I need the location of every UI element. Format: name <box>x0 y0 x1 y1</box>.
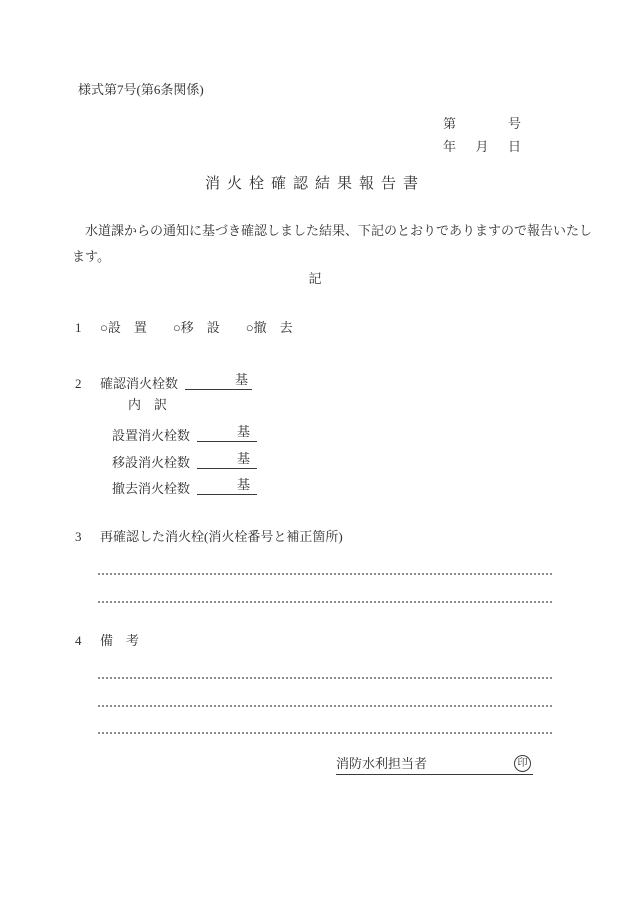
section-4-number: 4 <box>75 633 82 648</box>
remarks-write-line-1[interactable] <box>98 677 552 679</box>
form-code: 様式第7号(第6条関係) <box>78 82 204 97</box>
date-year-label: 年 <box>443 139 457 154</box>
date-month-label: 月 <box>475 139 489 154</box>
header-number-date <box>443 115 521 161</box>
installed-count-unit: 基 <box>237 424 251 439</box>
confirmed-count-field[interactable] <box>185 371 252 390</box>
option-installation[interactable]: ○設 置 <box>100 320 147 335</box>
date-line <box>443 138 521 161</box>
body-paragraph: 水道課からの通知に基づき確認しました結果、下記のとおりでありますので報告いたします。 <box>72 223 593 264</box>
confirmed-count-label: 確認消火栓数 <box>100 376 179 391</box>
seal-icon: 印 <box>514 755 531 772</box>
section-1-number: 1 <box>75 320 82 335</box>
confirmed-count-unit: 基 <box>235 372 249 387</box>
relocated-count-label: 移設消火栓数 <box>112 455 191 470</box>
section-2-confirmed-count <box>75 371 252 392</box>
removed-count-field[interactable] <box>197 476 257 495</box>
relocated-count-row <box>112 450 257 471</box>
section-4-remarks <box>75 632 139 649</box>
breakdown-label: 内 訳 <box>128 397 168 412</box>
relocated-count-field[interactable] <box>197 450 257 469</box>
installed-count-row <box>112 423 257 444</box>
section-3-number: 3 <box>75 529 82 544</box>
remarks-write-line-3[interactable] <box>98 732 552 734</box>
option-removal[interactable]: ○撤 去 <box>245 320 293 335</box>
remarks-label: 備 考 <box>100 633 140 648</box>
reconfirmed-label: 再確認した消火栓(消火栓番号と補正箇所) <box>100 529 343 544</box>
signature-label: 消防水利担当者 <box>336 756 428 771</box>
section-1-options <box>75 319 293 336</box>
removed-count-unit: 基 <box>237 477 251 492</box>
reconfirmed-write-line-1[interactable] <box>98 573 552 575</box>
doc-number-prefix: 第 <box>443 116 457 131</box>
doc-number-line <box>443 115 521 138</box>
remarks-write-line-2[interactable] <box>98 705 552 707</box>
page-title: 消火栓確認結果報告書 <box>204 176 425 192</box>
date-day-label: 日 <box>507 139 521 154</box>
section-3-reconfirmed <box>75 528 343 545</box>
removed-count-label: 撤去消火栓数 <box>112 481 191 496</box>
section-2-number: 2 <box>75 376 82 391</box>
installed-count-label: 設置消火栓数 <box>112 428 191 443</box>
doc-number-suffix: 号 <box>507 116 521 131</box>
installed-count-field[interactable] <box>197 423 257 442</box>
option-relocation[interactable]: ○移 設 <box>172 320 220 335</box>
relocated-count-unit: 基 <box>237 451 251 466</box>
removed-count-row <box>112 476 257 497</box>
reconfirmed-write-line-2[interactable] <box>98 601 552 603</box>
signature-line[interactable] <box>336 755 533 775</box>
record-marker: 記 <box>308 271 322 286</box>
